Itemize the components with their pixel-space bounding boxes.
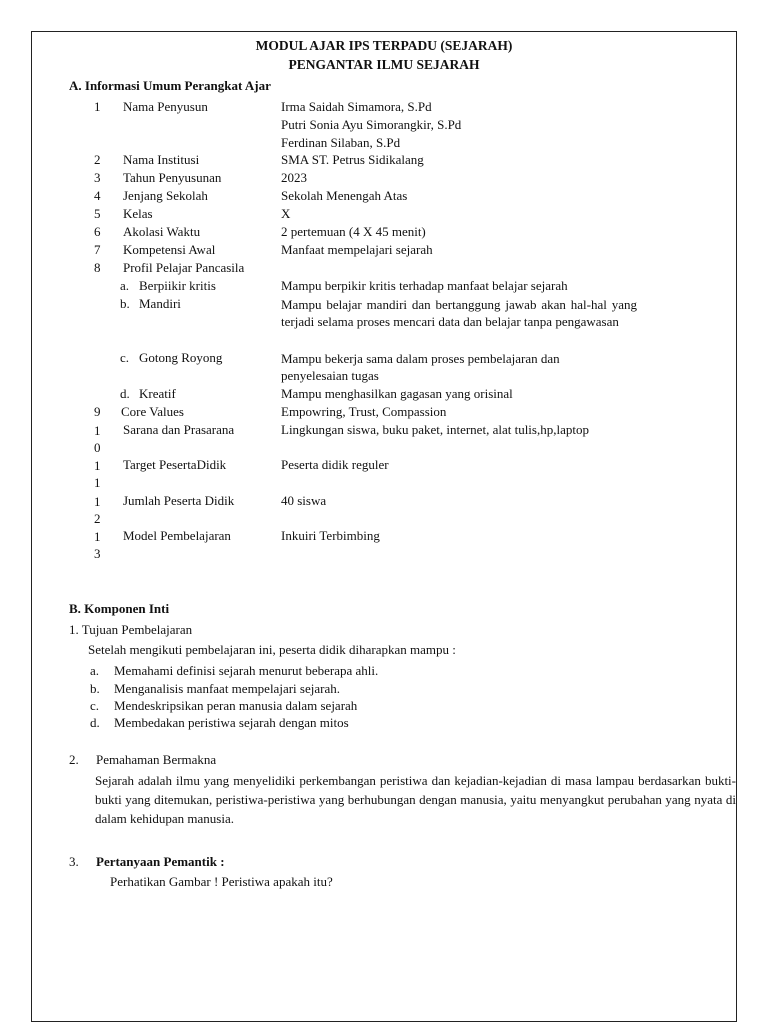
- pertanyaan-title: Pertanyaan Pemantik :: [96, 854, 225, 869]
- tujuan-letter: d.: [90, 715, 100, 730]
- row-number: 1 3: [94, 529, 101, 561]
- profil-label: Gotong Royong: [139, 350, 223, 365]
- row-number: 3: [94, 170, 101, 185]
- row-value: Empowring, Trust, Compassion: [281, 404, 447, 419]
- tujuan-item: Menganalisis manfaat mempelajari sejarah.: [114, 681, 340, 696]
- row-number: 1 0: [94, 423, 101, 455]
- section-b-heading: B. Komponen Inti: [69, 601, 170, 616]
- row-label: Kompetensi Awal: [123, 242, 216, 257]
- profil-label: Mandiri: [139, 296, 181, 311]
- tujuan-title: 1. Tujuan Pembelajaran: [69, 622, 193, 637]
- section-a-heading: A. Informasi Umum Perangkat Ajar: [69, 78, 271, 93]
- pemahaman-number: 2.: [69, 752, 79, 767]
- profil-letter: d.: [120, 386, 130, 401]
- row-value: Irma Saidah Simamora, S.Pd: [281, 99, 432, 114]
- row-value: 40 siswa: [281, 493, 327, 508]
- profil-value: Mampu berpikir kritis terhadap manfaat belajar sejarah: [281, 278, 568, 293]
- row-number: 1: [94, 99, 101, 114]
- row-number: 9: [94, 404, 101, 419]
- tujuan-item: Mendeskripsikan peran manusia dalam sejarah: [114, 698, 358, 713]
- row-value: X: [281, 206, 291, 221]
- row-value: Peserta didik reguler: [281, 457, 389, 472]
- row-label: Tahun Penyusunan: [123, 170, 222, 185]
- row-label: Target PesertaDidik: [123, 457, 227, 472]
- profil-letter: b.: [120, 296, 130, 311]
- tujuan-item: Memahami definisi sejarah menurut beberapa ahli.: [114, 663, 379, 678]
- row-value: Putri Sonia Ayu Simorangkir, S.Pd: [281, 117, 462, 132]
- tujuan-letter: c.: [90, 698, 100, 713]
- document-title: MODUL AJAR IPS TERPADU (SEJARAH): [255, 38, 513, 53]
- tujuan-item: Membedakan peristiwa sejarah dengan mitos: [114, 715, 349, 730]
- row-label: Model Pembelajaran: [123, 528, 231, 543]
- pertanyaan-text: Perhatikan Gambar ! Peristiwa apakah itu?: [110, 874, 333, 889]
- row-value: Ferdinan Silaban, S.Pd: [281, 135, 401, 150]
- profil-value: Mampu bekerja sama dalam proses pembelajaran dan penyelesaian tugas: [281, 351, 560, 383]
- row-number: 4: [94, 188, 101, 203]
- pemahaman-text: Sejarah adalah ilmu yang menyelidiki perkembangan peristiwa dan kejadian-kejadian di masa lampau berdasarkan bukti-bukti yang ditemukan, peristiwa-peristiwa yang berhubungan dengan manusia, yaitu menyangkut perubahan yang nyata di dalam kehidupan manusia.: [95, 773, 736, 826]
- row-value: 2 pertemuan (4 X 45 menit): [281, 224, 426, 239]
- row-label: Jenjang Sekolah: [123, 188, 208, 203]
- tujuan-letter: b.: [90, 681, 100, 696]
- row-number: 1 1: [94, 458, 101, 490]
- row-number: 1 2: [94, 494, 101, 526]
- row-label: Nama Institusi: [123, 152, 200, 167]
- row-number: 5: [94, 206, 101, 221]
- tujuan-intro: Setelah mengikuti pembelajaran ini, peserta didik diharapkan mampu :: [88, 642, 456, 657]
- tujuan-letter: a.: [90, 663, 100, 678]
- row-value: Manfaat mempelajari sejarah: [281, 242, 433, 257]
- row-label: Akolasi Waktu: [123, 224, 201, 239]
- row-label: Sarana dan Prasarana: [123, 422, 235, 437]
- row-value: 2023: [281, 170, 307, 185]
- pertanyaan-number: 3.: [69, 854, 79, 869]
- row-value: SMA ST. Petrus Sidikalang: [281, 152, 424, 167]
- row-label: Jumlah Peserta Didik: [123, 493, 235, 508]
- row-label: Core Values: [121, 404, 184, 419]
- row-number: 2: [94, 152, 101, 167]
- row-number: 8: [94, 260, 101, 275]
- document-subtitle: PENGANTAR ILMU SEJARAH: [288, 57, 480, 72]
- row-value: Lingkungan siswa, buku paket, internet, alat tulis,hp,laptop: [281, 422, 589, 437]
- pemahaman-title: Pemahaman Bermakna: [96, 752, 217, 767]
- row-number: 6: [94, 224, 101, 239]
- profil-value: Mampu belajar mandiri dan bertanggung jawab akan hal-hal yang terjadi selama proses mencari data dan belajar tanpa pengawasan: [281, 297, 637, 329]
- row-value: Sekolah Menengah Atas: [281, 188, 408, 203]
- row-label: Nama Penyusun: [123, 99, 208, 114]
- profil-label: Kreatif: [139, 386, 176, 401]
- row-value: Inkuiri Terbimbing: [281, 528, 380, 543]
- profil-label: Berpiikir kritis: [139, 278, 216, 293]
- profil-letter: a.: [120, 278, 130, 293]
- profil-letter: c.: [120, 350, 130, 365]
- profil-value: Mampu menghasilkan gagasan yang orisinal: [281, 386, 513, 401]
- row-number: 7: [94, 242, 101, 257]
- row-label: Kelas: [123, 206, 153, 221]
- row-label: Profil Pelajar Pancasila: [123, 260, 245, 275]
